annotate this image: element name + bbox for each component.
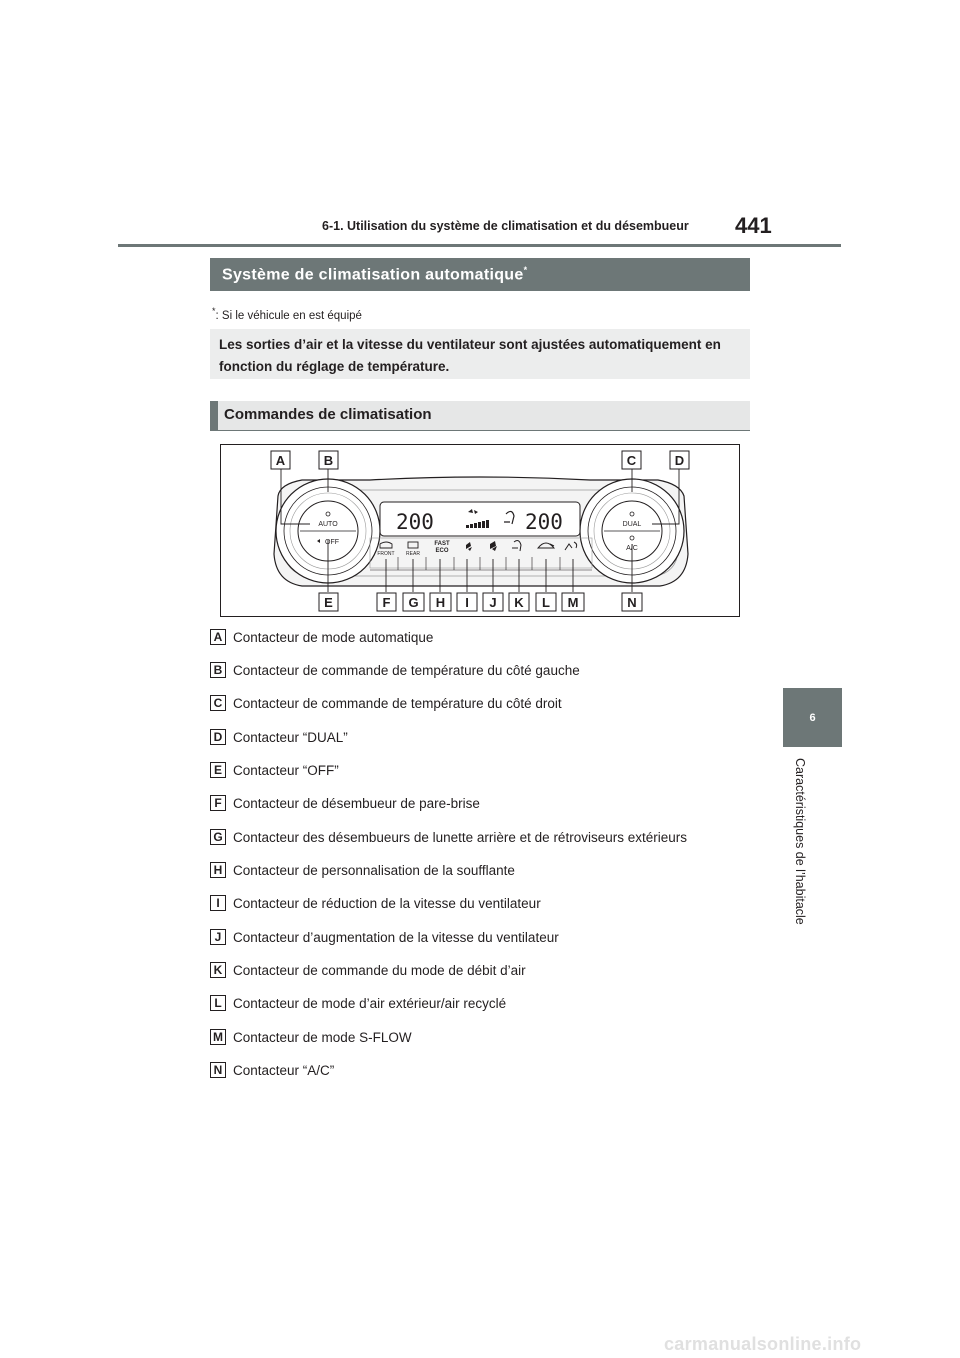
header-section-title: 6-1. Utilisation du système de climatisation et du désembueur bbox=[322, 219, 689, 233]
legend-text: Contacteur d’augmentation de la vitesse du ventilateur bbox=[233, 930, 559, 945]
callout-F bbox=[377, 593, 396, 611]
footnote-mark: * bbox=[212, 306, 216, 316]
footnote bbox=[212, 306, 362, 322]
legend-text: Contacteur de commande de température du côté gauche bbox=[233, 663, 580, 678]
legend-text: Contacteur de commande de température du côté droit bbox=[233, 696, 562, 711]
letter-box: J bbox=[210, 929, 226, 945]
letter-box: L bbox=[210, 995, 226, 1011]
legend-text: Contacteur des désembueurs de lunette arrière et de rétroviseurs extérieurs bbox=[233, 830, 687, 845]
callout-G bbox=[403, 593, 424, 611]
subsection-title: Commandes de climatisation bbox=[224, 406, 432, 423]
svg-text:A: A bbox=[275, 453, 286, 468]
callout-D bbox=[670, 451, 689, 469]
letter-box: A bbox=[210, 629, 226, 645]
auto-button-label: AUTO bbox=[318, 521, 338, 528]
svg-text:N: N bbox=[627, 595, 637, 610]
legend-text: Contacteur de réduction de la vitesse du ventilateur bbox=[233, 896, 541, 911]
legend-item-f bbox=[210, 795, 750, 817]
letter-box: B bbox=[210, 662, 226, 678]
off-button-label: OFF bbox=[325, 539, 339, 546]
svg-text:F: F bbox=[382, 595, 391, 610]
legend-item-k bbox=[210, 962, 750, 984]
legend-text: Contacteur “OFF” bbox=[233, 763, 339, 778]
callout-N bbox=[622, 593, 642, 611]
legend-item-m bbox=[210, 1029, 750, 1051]
callout-H bbox=[430, 593, 451, 611]
chapter-tab: 6 bbox=[783, 688, 842, 747]
legend-text: Contacteur de désembueur de pare-brise bbox=[233, 796, 480, 811]
watermark: carmanualsonline.info bbox=[664, 1334, 862, 1354]
callout-B bbox=[319, 451, 338, 469]
legend-item-b bbox=[210, 662, 750, 684]
svg-text:H: H bbox=[435, 595, 446, 610]
svg-text:C: C bbox=[626, 453, 637, 468]
section-asterisk: * bbox=[523, 265, 528, 275]
callout-I bbox=[457, 593, 477, 611]
legend-item-l bbox=[210, 995, 750, 1017]
callout-K bbox=[509, 593, 529, 611]
climate-panel-figure bbox=[220, 444, 740, 617]
front-button-label: FRONT bbox=[377, 551, 395, 557]
rear-button-label: REAR bbox=[406, 551, 420, 557]
legend-text: Contacteur de commande du mode de débit d’air bbox=[233, 963, 526, 978]
svg-text:J: J bbox=[489, 595, 497, 610]
callout-J bbox=[483, 593, 503, 611]
legend-text: Contacteur de mode S-FLOW bbox=[233, 1030, 412, 1045]
legend-item-g bbox=[210, 829, 750, 851]
footnote-text: : Si le véhicule en est équipé bbox=[215, 309, 362, 322]
ac-button-label: A/C bbox=[626, 545, 638, 552]
legend-text: Contacteur de mode automatique bbox=[233, 630, 434, 645]
legend-text: Contacteur de mode d’air extérieur/air recyclé bbox=[233, 996, 507, 1011]
legend-text: Contacteur “DUAL” bbox=[233, 730, 348, 745]
legend-item-a bbox=[210, 629, 750, 651]
section-title: Système de climatisation automatique bbox=[222, 266, 524, 284]
callout-A bbox=[271, 451, 290, 469]
page-number: 441 bbox=[735, 213, 772, 238]
letter-box: M bbox=[210, 1029, 226, 1045]
svg-text:K: K bbox=[514, 595, 524, 610]
legend-item-h bbox=[210, 862, 750, 884]
display-right-temp: 200 bbox=[525, 510, 563, 534]
intro-box: Les sorties d’air et la vitesse du ventilateur sont ajustées automatiquement en fonction du réglage de température. bbox=[210, 329, 750, 379]
section-heading bbox=[210, 258, 750, 291]
callout-C bbox=[622, 451, 641, 469]
letter-box: D bbox=[210, 729, 226, 745]
callout-L bbox=[536, 593, 556, 611]
legend-item-j bbox=[210, 929, 750, 951]
header-rule bbox=[118, 244, 841, 247]
fast-button-label: FAST bbox=[434, 541, 450, 547]
svg-text:M: M bbox=[567, 595, 579, 610]
letter-box: C bbox=[210, 695, 226, 711]
subsection-marker bbox=[210, 401, 218, 430]
legend-text: Contacteur de personnalisation de la soufflante bbox=[233, 863, 515, 878]
letter-box: I bbox=[210, 895, 226, 911]
legend-item-e bbox=[210, 762, 750, 784]
callout-E bbox=[319, 593, 338, 611]
legend-item-n bbox=[210, 1062, 750, 1084]
letter-box: K bbox=[210, 962, 226, 978]
dual-button-label: DUAL bbox=[622, 521, 642, 528]
display-left-temp: 200 bbox=[396, 510, 434, 534]
legend-item-d bbox=[210, 729, 750, 751]
svg-text:B: B bbox=[323, 453, 334, 468]
subsection-heading bbox=[210, 401, 750, 431]
letter-box: G bbox=[210, 829, 226, 845]
callout-M bbox=[562, 593, 584, 611]
svg-text:L: L bbox=[542, 595, 550, 610]
letter-box: N bbox=[210, 1062, 226, 1078]
letter-box: E bbox=[210, 762, 226, 778]
svg-text:I: I bbox=[465, 595, 469, 610]
chapter-label: Caractéristiques de l’habitacle bbox=[793, 758, 807, 925]
svg-text:E: E bbox=[324, 595, 333, 610]
svg-text:G: G bbox=[408, 595, 419, 610]
legend-text: Contacteur “A/C” bbox=[233, 1063, 335, 1078]
letter-box: H bbox=[210, 862, 226, 878]
eco-button-label: ECO bbox=[435, 548, 449, 554]
svg-text:D: D bbox=[674, 453, 685, 468]
letter-box: F bbox=[210, 795, 226, 811]
legend-item-c bbox=[210, 695, 750, 717]
legend-item-i bbox=[210, 895, 750, 917]
